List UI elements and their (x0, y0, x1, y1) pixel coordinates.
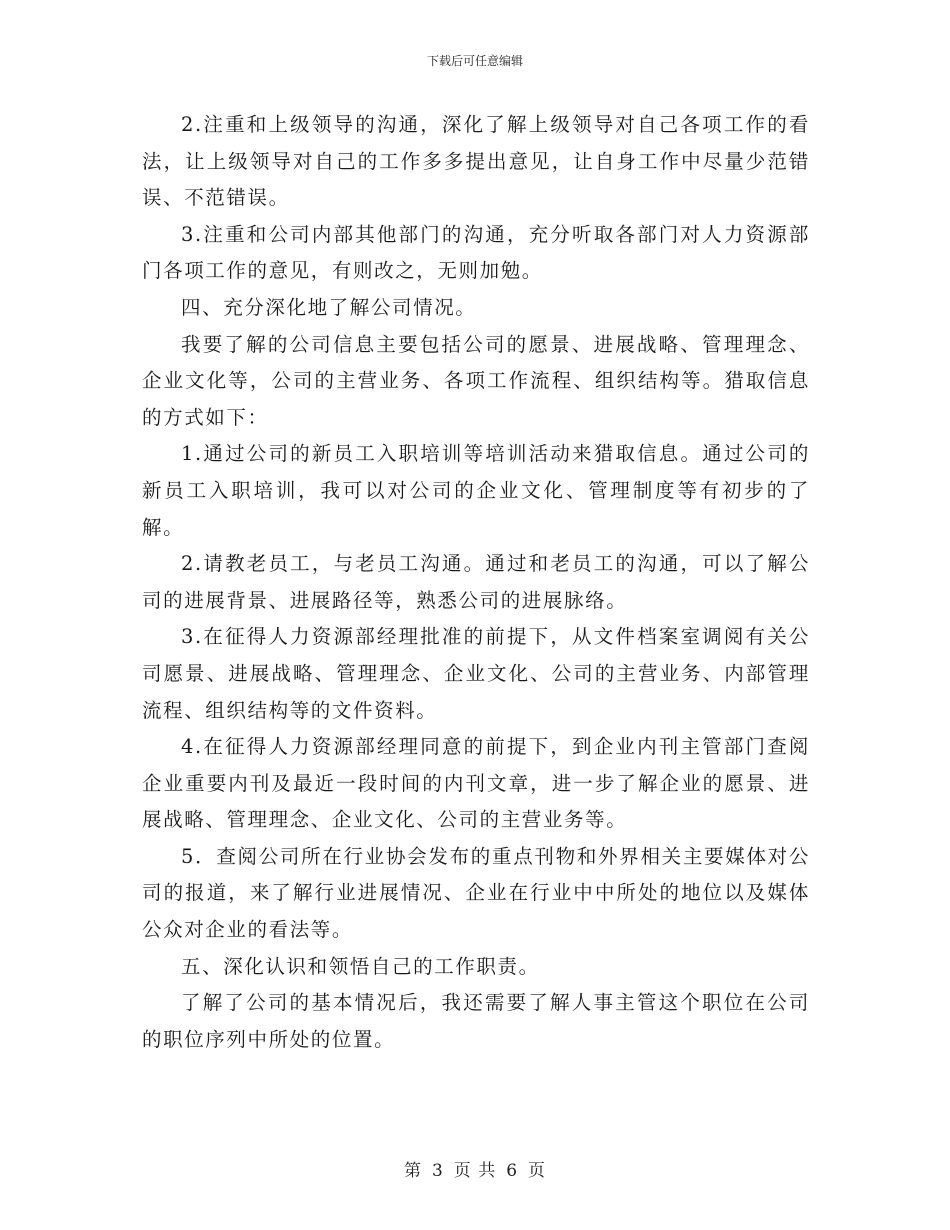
page-footer (0, 1156, 950, 1181)
paragraph: 我要了解的公司信息主要包括公司的愿景、进展战略、管理理念、企业文化等，公司的主营业务、各项工作流程、组织结构等。猎取信息的方式如下： (142, 332, 810, 429)
page-current-number: 3 (431, 1161, 444, 1181)
page-label-mid: 页 共 (453, 1161, 497, 1181)
paragraph: 3.在征得人力资源部经理批准的前提下，从文件档案室调阅有关公司愿景、进展战略、管理理念、企业文化、公司的主营业务、内部管理流程、组织结构等的文件资料。 (142, 625, 810, 722)
paragraph: 5．查阅公司所在行业协会发布的重点刊物和外界相关主要媒体对公司的报道，来了解行业进展情况、企业在行业中中所处的地位以及媒体公众对企业的看法等。 (142, 844, 810, 942)
paragraph: 3.注重和公司内部其他部门的沟通，充分听取各部门对人力资源部门各项工作的意见，有则改之，无则加勉。 (142, 222, 810, 283)
paragraph: 2.注重和上级领导的沟通，深化了解上级领导对自己各项工作的看法，让上级领导对自己的工作多多提出意见，让自身工作中尽量少范错误、不范错误。 (142, 113, 810, 210)
page-label-suffix: 页 (528, 1161, 547, 1181)
page-total-number: 6 (506, 1161, 519, 1181)
paragraph: 2.请教老员工，与老员工沟通。通过和老员工的沟通，可以了解公司的进展背景、进展路径等，熟悉公司的进展脉络。 (142, 552, 810, 612)
section-heading: 四、充分深化地了解公司情况。 (181, 295, 477, 319)
paragraph: 了解了公司的基本情况后，我还需要了解人事主管这个职位在公司的职位序列中所处的位置。 (142, 991, 810, 1051)
paragraph: 1.通过公司的新员工入职培训等培训活动来猎取信息。通过公司的新员工入职培训，我可以对公司的企业文化、管理制度等有初步的了解。 (142, 442, 810, 539)
document-body (142, 107, 810, 1058)
section-heading: 五、深化认识和领悟自己的工作职责。 (181, 954, 540, 978)
paragraph: 4.在征得人力资源部经理同意的前提下，到企业内刊主管部门查阅企业重要内刊及最近一段时间的内刊文章，进一步了解企业的愿景、进展战略、管理理念、企业文化、公司的主营业务等。 (142, 735, 810, 832)
page-header: 下载后可任意编辑 (426, 54, 523, 68)
page-label-prefix: 第 (403, 1161, 422, 1181)
